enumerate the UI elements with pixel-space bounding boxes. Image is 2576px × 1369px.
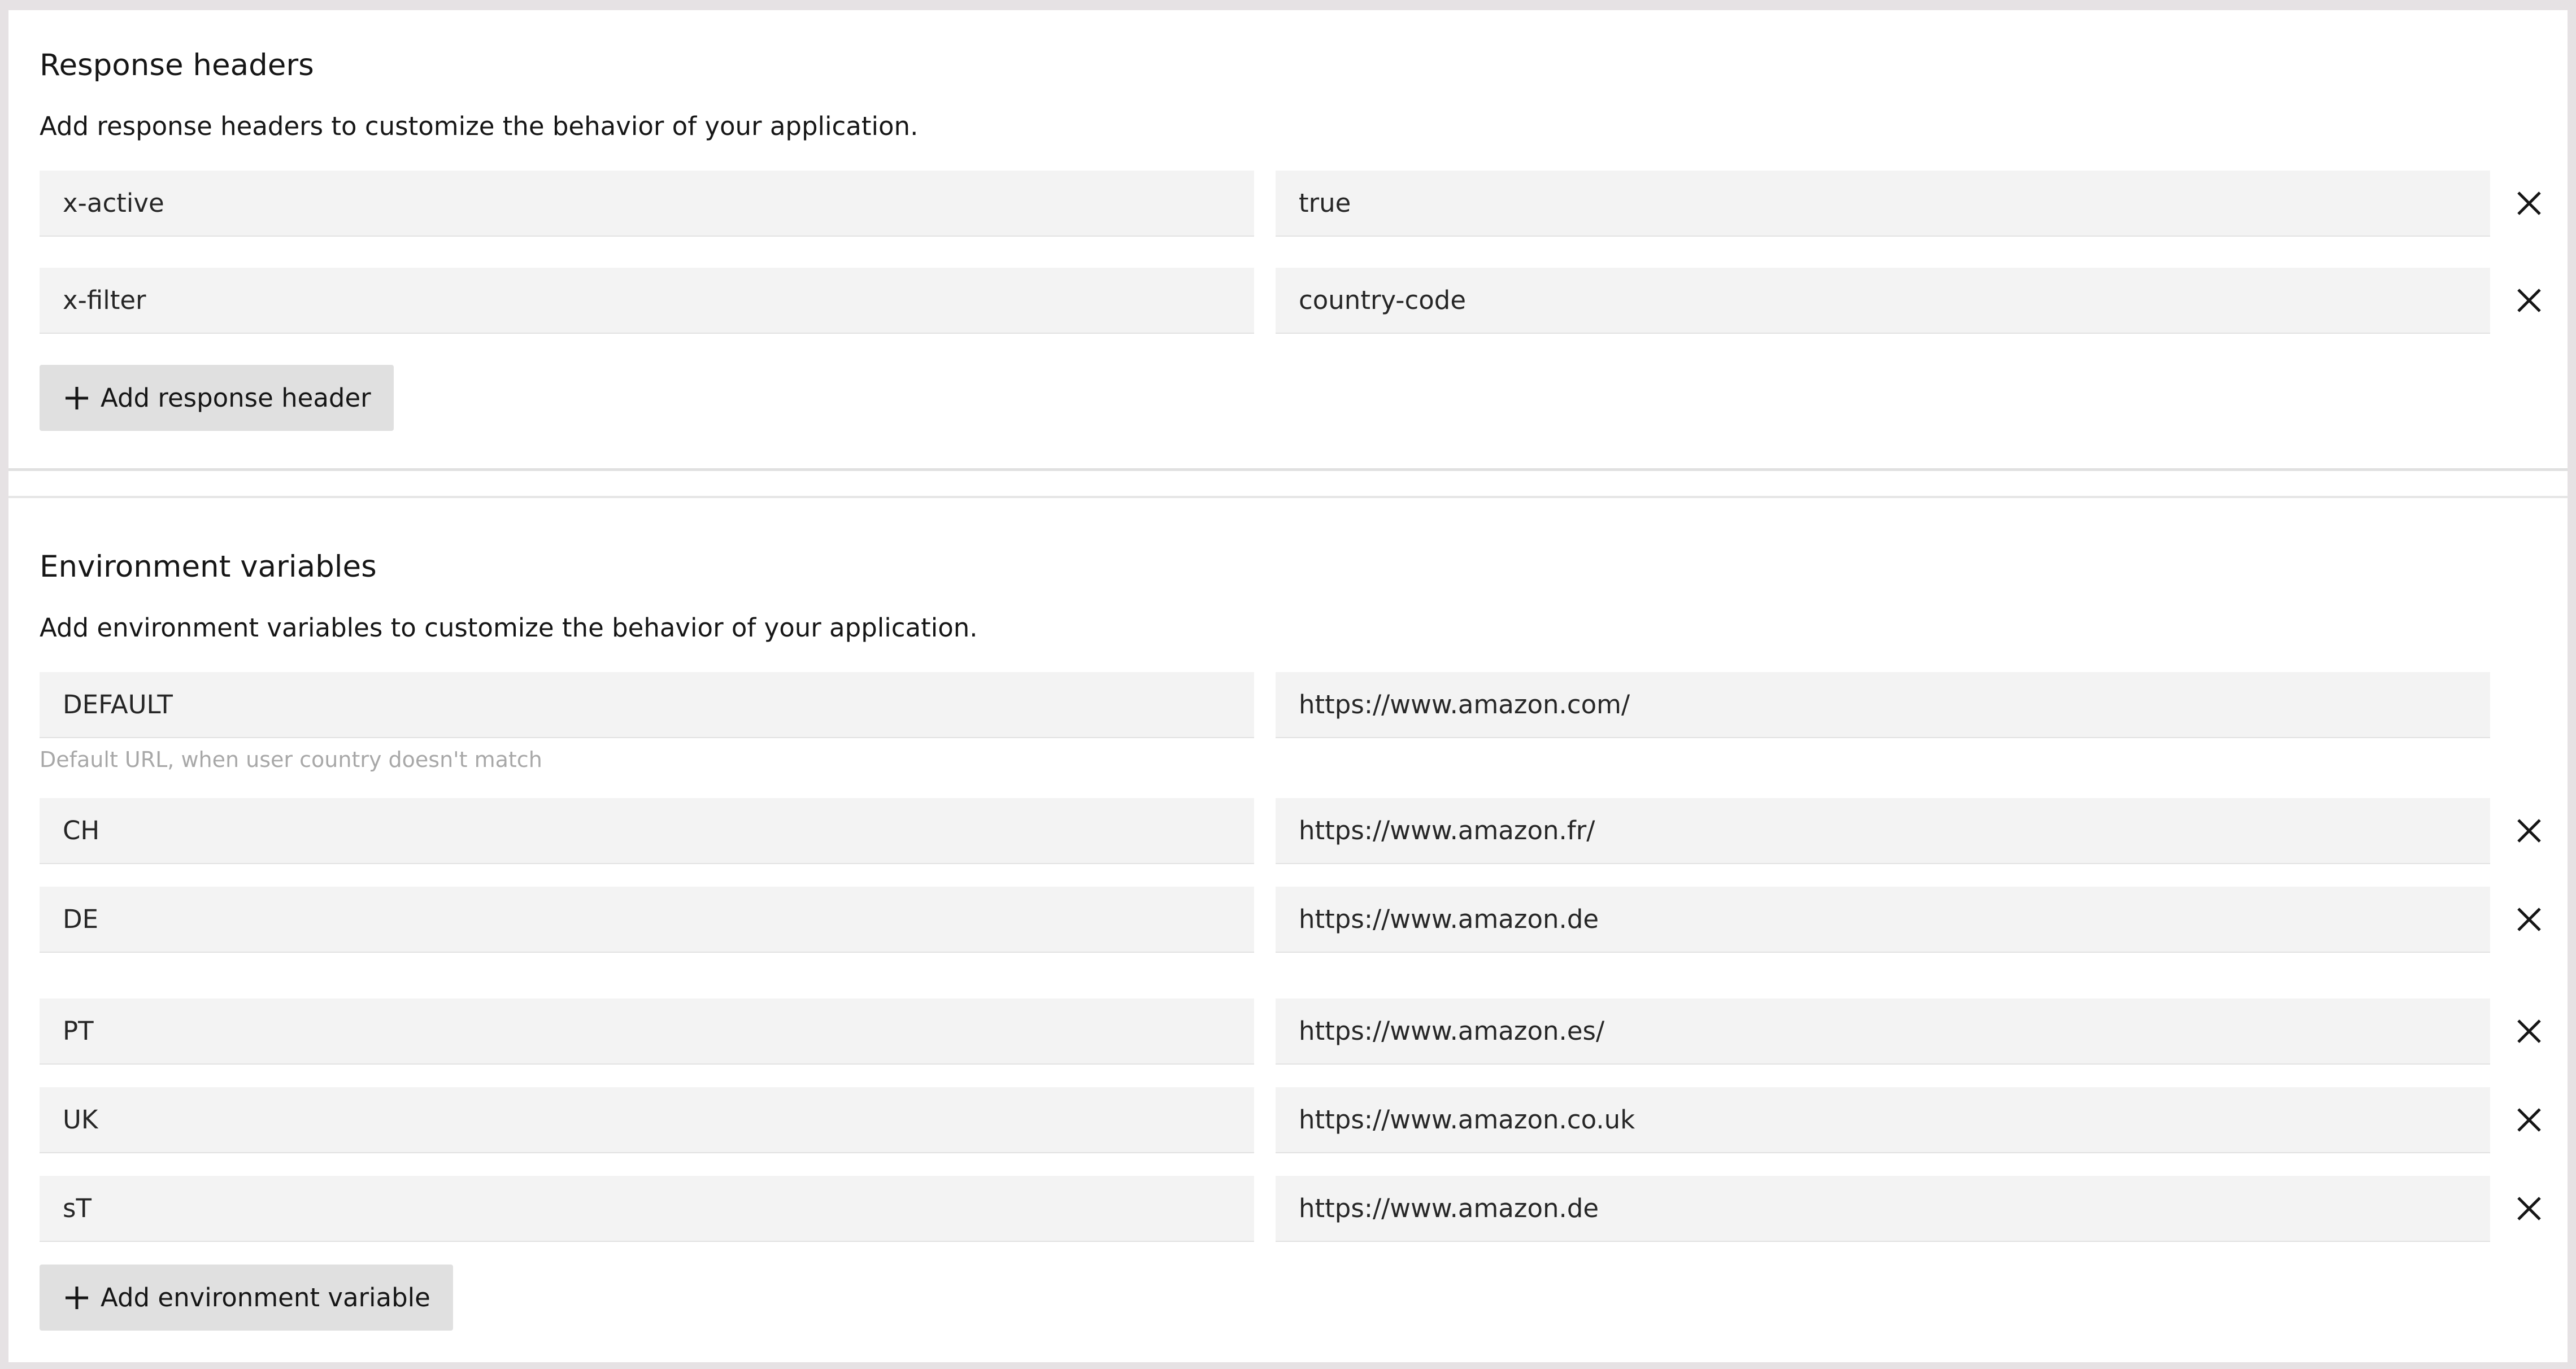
env-key-input[interactable] — [40, 887, 1254, 953]
header-key-input[interactable] — [40, 171, 1254, 237]
add-environment-variable-button[interactable] — [40, 1265, 453, 1331]
default-helper-text: Default URL, when user country doesn't match — [40, 747, 542, 772]
settings-panel — [8, 10, 2568, 1362]
remove-header-button[interactable] — [2508, 280, 2550, 321]
env-value-input[interactable] — [1276, 798, 2490, 864]
response-headers-section — [8, 10, 2568, 468]
response-headers-title: Response headers — [40, 48, 314, 82]
environment-variables-section — [8, 498, 2568, 1362]
add-response-header-button[interactable] — [40, 365, 394, 431]
env-key-input[interactable] — [40, 999, 1254, 1065]
close-icon — [2508, 1099, 2550, 1141]
env-key-input[interactable] — [40, 672, 1254, 738]
env-value-input[interactable] — [1276, 887, 2490, 953]
env-key-input[interactable] — [40, 1087, 1254, 1153]
env-value-input[interactable] — [1276, 999, 2490, 1065]
close-icon — [2508, 810, 2550, 852]
remove-env-button[interactable] — [2508, 1188, 2550, 1230]
remove-header-button[interactable] — [2508, 182, 2550, 224]
section-divider — [8, 468, 2568, 471]
add-response-header-label: Add response header — [101, 383, 371, 413]
close-icon — [2508, 1188, 2550, 1230]
remove-env-button[interactable] — [2508, 899, 2550, 940]
environment-variables-title: Environment variables — [40, 550, 377, 584]
env-key-input[interactable] — [40, 1176, 1254, 1242]
plus-icon — [63, 385, 90, 412]
env-key-input[interactable] — [40, 798, 1254, 864]
plus-icon — [63, 1284, 90, 1311]
env-value-input[interactable] — [1276, 672, 2490, 738]
close-icon — [2508, 182, 2550, 224]
add-environment-variable-label: Add environment variable — [101, 1283, 430, 1313]
header-key-input[interactable] — [40, 268, 1254, 334]
close-icon — [2508, 280, 2550, 321]
env-value-input[interactable] — [1276, 1087, 2490, 1153]
header-value-input[interactable] — [1276, 268, 2490, 334]
remove-env-button[interactable] — [2508, 1010, 2550, 1052]
env-value-input[interactable] — [1276, 1176, 2490, 1242]
header-value-input[interactable] — [1276, 171, 2490, 237]
close-icon — [2508, 1010, 2550, 1052]
environment-variables-description: Add environment variables to customize the behavior of your application. — [40, 613, 978, 643]
remove-env-button[interactable] — [2508, 1099, 2550, 1141]
close-icon — [2508, 899, 2550, 940]
response-headers-description: Add response headers to customize the behavior of your application. — [40, 111, 919, 141]
remove-env-button[interactable] — [2508, 810, 2550, 852]
